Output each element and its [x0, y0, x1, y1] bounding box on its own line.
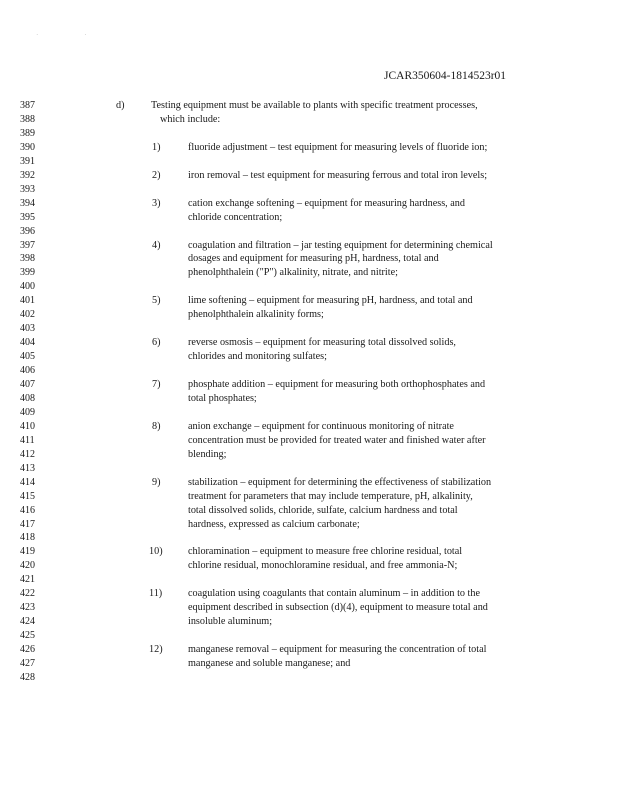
line-number: 413: [20, 462, 35, 474]
item-text-line: concentration must be provided for treated water and finished water after: [188, 434, 486, 446]
line-number: 403: [20, 323, 35, 335]
item-marker: 2): [152, 169, 161, 181]
item-marker: 5): [152, 295, 161, 307]
line-number: 396: [20, 225, 35, 237]
line-number: 414: [20, 476, 35, 488]
line-number: 422: [20, 588, 35, 600]
item-marker: 7): [152, 379, 161, 390]
line-number: 425: [20, 630, 35, 642]
line-number: 423: [20, 602, 35, 614]
item-marker: 8): [152, 420, 161, 432]
line-number: 400: [20, 281, 35, 293]
line-number: 412: [20, 448, 35, 460]
item-marker: 1): [152, 141, 161, 153]
section-text-line: which include:: [160, 113, 221, 125]
line-number: 408: [20, 392, 35, 404]
line-number: 395: [20, 211, 35, 223]
section-marker: d): [116, 100, 125, 111]
line-number: 407: [20, 379, 35, 390]
line-number: 421: [20, 574, 35, 586]
item-text-line: cation exchange softening – equipment for measuring hardness, and: [188, 197, 465, 209]
item-text-line: total dissolved solids, chloride, sulfate, calcium hardness and total: [188, 504, 458, 516]
line-number: 401: [20, 295, 35, 307]
item-marker: 12): [149, 644, 163, 656]
item-text-line: coagulation using coagulants that contain aluminum – in addition to the: [188, 588, 480, 600]
line-number: 393: [20, 183, 35, 195]
line-number: 424: [20, 616, 35, 628]
line-number: 387: [20, 100, 35, 111]
item-text-line: chloramination – equipment to measure free chlorine residual, total: [188, 546, 463, 558]
item-marker: 11): [149, 588, 163, 600]
item-text-line: treatment for parameters that may include temperature, pH, alkalinity,: [188, 490, 473, 502]
line-number: 389: [20, 127, 35, 139]
line-number: 416: [20, 504, 35, 516]
item-text-line: total phosphates;: [188, 392, 257, 404]
line-number: 405: [20, 351, 35, 363]
item-text-line: chlorine residual, monochloramine residual, and free ammonia-N;: [188, 560, 458, 572]
line-number: 410: [20, 420, 35, 432]
item-text-line: manganese removal – equipment for measuring the concentration of total: [188, 644, 487, 656]
section-text-line: Testing equipment must be available to plants with specific treatment processes,: [151, 100, 478, 111]
document-id: JCAR350604-1814523r01: [384, 70, 507, 82]
item-marker: 9): [152, 476, 161, 488]
line-number: 428: [20, 671, 35, 683]
item-text-line: chloride concentration;: [188, 211, 283, 223]
line-number: 399: [20, 267, 35, 279]
item-text-line: fluoride adjustment – test equipment for measuring levels of fluoride ion;: [188, 141, 488, 153]
item-marker: 3): [152, 197, 161, 209]
line-number: 420: [20, 560, 35, 572]
item-text-line: anion exchange – equipment for continuous monitoring of nitrate: [188, 420, 454, 432]
item-text-line: chlorides and monitoring sulfates;: [188, 351, 327, 363]
item-text-line: hardness, expressed as calcium carbonate;: [188, 518, 360, 530]
item-text-line: coagulation and filtration – jar testing equipment for determining chemical: [188, 239, 493, 251]
item-text-line: equipment described in subsection (d)(4), equipment to measure total and: [188, 602, 488, 614]
line-number: 409: [20, 406, 35, 418]
item-text-line: blending;: [188, 448, 227, 460]
item-text-line: iron removal – test equipment for measuring ferrous and total iron levels;: [188, 169, 488, 181]
item-text-line: phosphate addition – equipment for measuring both orthophosphates and: [188, 379, 486, 390]
line-number: 390: [20, 141, 35, 153]
line-number: 419: [20, 546, 35, 558]
item-text-line: phenolphthalein ("P") alkalinity, nitrate, and nitrite;: [188, 267, 398, 279]
scan-specks: ˙ ˙: [36, 33, 109, 41]
line-number: 427: [20, 658, 35, 669]
line-number: 426: [20, 644, 35, 656]
item-text-line: reverse osmosis – equipment for measuring total dissolved solids,: [188, 337, 456, 349]
line-number: 406: [20, 365, 35, 377]
line-number: 411: [20, 434, 35, 446]
line-number: 391: [20, 155, 35, 167]
line-number: 402: [20, 309, 35, 321]
line-number: 404: [20, 337, 35, 349]
line-number: 388: [20, 113, 35, 125]
item-text-line: manganese and soluble manganese; and: [188, 658, 351, 669]
line-number: 392: [20, 169, 35, 181]
item-marker: 10): [149, 546, 163, 558]
item-marker: 4): [152, 239, 161, 251]
item-text-line: insoluble aluminum;: [188, 616, 273, 628]
item-text-line: phenolphthalein alkalinity forms;: [188, 309, 324, 321]
line-number: 398: [20, 253, 35, 265]
line-number: 417: [20, 518, 35, 530]
item-text-line: lime softening – equipment for measuring pH, hardness, and total and: [188, 295, 473, 307]
line-number: 394: [20, 197, 35, 209]
item-marker: 6): [152, 337, 161, 349]
line-number: 415: [20, 490, 35, 502]
line-number: 397: [20, 239, 35, 251]
item-text-line: dosages and equipment for measuring pH, hardness, total and: [188, 253, 439, 265]
line-number: 418: [20, 532, 35, 544]
item-text-line: stabilization – equipment for determining the effectiveness of stabilization: [188, 476, 492, 488]
